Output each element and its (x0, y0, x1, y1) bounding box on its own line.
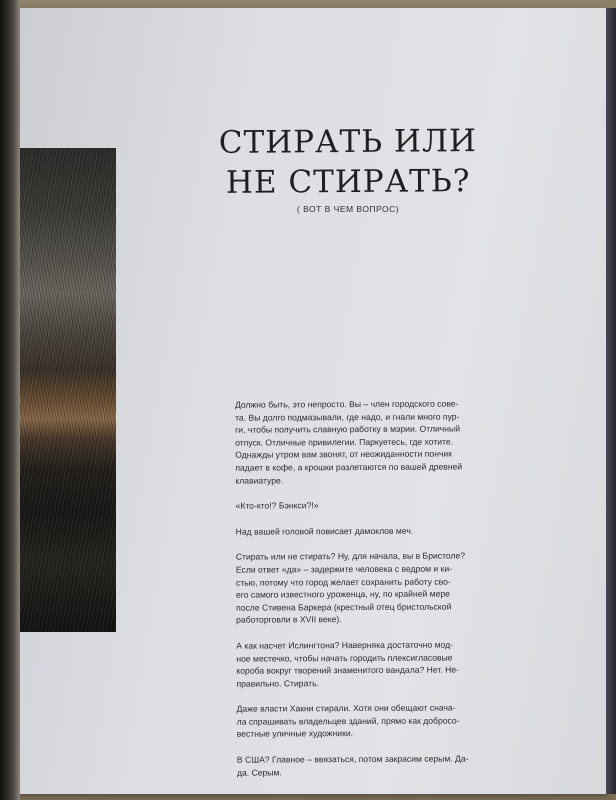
body-line: В США? Главное – ввязаться, потом закрасим серым. Да- (236, 753, 469, 765)
body-line: ла спрашивать владельцев зданий, прямо как доброcо- (236, 715, 460, 727)
body-line: Даже власти Хакни стирали. Хотя они обещают снача- (236, 702, 456, 714)
body-paragraph (235, 397, 487, 486)
body-line: отпуск. Отличные привилегии. Паркуетесь, где хотите. (235, 436, 454, 448)
wall-photo (8, 148, 116, 632)
body-line: ги, чтобы получить славную работку в мэрии. Отличный (235, 423, 461, 435)
body-line: Над вашей головой повисает дамоклов меч. (235, 525, 414, 537)
body-line: короба вокруг творений знаменитого вандала? Нет. Не- (236, 664, 459, 676)
body-line: падает в кофе, а крошки разлетаются по вашей древней (235, 461, 463, 473)
magazine-page (8, 8, 606, 794)
body-paragraph (237, 702, 489, 741)
body-line: А как насчет Ислингтона? Наверняка достаточно мод- (236, 639, 454, 651)
body-paragraph (236, 524, 488, 538)
body-line: ное местечко, чтобы начать городить плексигласовые (236, 652, 453, 664)
body-line: Должно быть, это непросто. Вы – член городского сове- (234, 398, 459, 410)
book-spine (606, 8, 616, 794)
body-line: после Стивена Баркера (крестный отец бристольской (236, 601, 452, 613)
body-line: да. Серым. (236, 767, 282, 778)
title-line-2: НЕ СТИРАТЬ? (225, 163, 471, 201)
body-paragraph (236, 498, 488, 512)
body-line: вестные уличные художники. (236, 728, 354, 740)
article-body (235, 397, 489, 792)
body-line: его самого известного уроженца, ну, по крайней мере (235, 588, 450, 600)
body-paragraph (236, 638, 488, 690)
page-fold-shadow (0, 0, 16, 800)
article-subtitle: ( ВОТ В ЧЕМ ВОПРОС) (296, 204, 400, 214)
body-line: Однажды утром вам звонят, от неожиданности пончик (235, 448, 453, 461)
body-line: Если ответ «да» – задержите человека с ведром и ки- (235, 563, 453, 575)
body-line: «Кто-кто!? Бэнкси?!» (235, 500, 319, 511)
body-line: стью, потому что город желает сохранить работу сво- (235, 576, 451, 588)
body-line: клавиатуре. (235, 474, 284, 486)
body-line: Стирать или не стирать? Ну, для начала, вы в Бристоле? (235, 550, 466, 563)
body-line: работорговли в XVII веке). (236, 614, 342, 625)
body-line: та. Вы долго подмазывали, где надо, и гнали много пур- (235, 411, 460, 423)
body-paragraph (237, 752, 489, 779)
body-paragraph (236, 550, 488, 627)
title-line-1: СТИРАТЬ ИЛИ (218, 123, 478, 161)
body-line: правильно. Стирать. (236, 677, 319, 689)
article-title (198, 121, 499, 203)
